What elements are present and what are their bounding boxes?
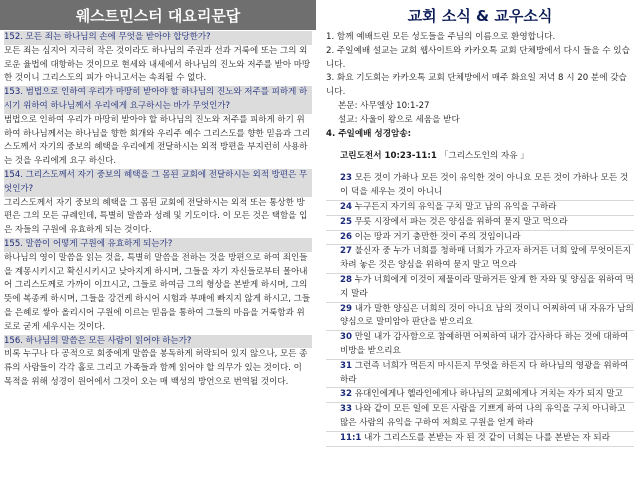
catechism-answer: 하나님의 영이 말씀을 읽는 것을, 특별히 말씀을 전하는 것을 방편으로 하여 죄인들을 계몽시키시고 확신시키시고 낮아지게 하시며, 그들을 자기 자신들로부터 몰아내어 그리스도께로 가까이 이끄시고, 그들로 하여금 그의 형상을 본받게 하시며, 그의 뜻에 복종케 하시며, 그들을 강건케 하시어 시험과 부패에 빠지지 않게 하시고, 그들을 은혜로 쌓아 올리시어 구원에 이르는 믿음을 통하여 그들의 마음을 거룩함과 위로로 굳게 세우시는 것이다. (4, 252, 311, 332)
verse-text: 누구든지 자기의 유익을 구치 말고 남의 유익을 구하라 (354, 201, 557, 212)
verse-number: 25 (340, 216, 352, 227)
sermon-title: 설교: 사울이 왕으로 세움을 받다 (338, 114, 460, 125)
verse-line (326, 201, 634, 216)
news-item: 3. 화요 기도회는 카카오톡 교회 단체방에서 매주 화요일 저녁 8 시 20 분에 갖습니다. (326, 73, 627, 98)
catechism-entry (4, 169, 312, 238)
catechism-column (0, 0, 316, 495)
verse-line (326, 231, 634, 246)
catechism-question: 156. 하나님의 말씀은 모든 사람이 읽어야 하는가? (4, 335, 312, 349)
verse-line (326, 388, 634, 403)
verse-line (326, 403, 634, 432)
verse-text: 유대인에게나 헬라인에게나 하나님의 교회에게나 거치는 자가 되지 말고 (354, 389, 623, 400)
catechism-answer: 범법으로 인하여 우리가 마땅히 받아야 할 하나님의 진노와 저주를 피하게 하기 위하여 하나님께서는 하나님을 향한 회개와 우리주 예수 그리스도를 향한 믿음과 그리스도께서 자기의 중보의 혜택을 우리에게 전달하시는 외적 방편을 부지런히 사용하는 것을 우리에게 요구 하신다. (4, 114, 311, 167)
church-news-column (322, 0, 638, 495)
passage-title: 「그리스도인의 자유 」 (439, 150, 529, 161)
church-news-body (322, 30, 638, 447)
catechism-question: 154. 그리스도께서 자기 중보의 혜택을 그 몸된 교회에 전달하시는 외적 방편은 무엇인가? (4, 169, 312, 197)
verse-line (326, 245, 634, 274)
verse-number: 30 (340, 332, 352, 343)
verse-line (326, 360, 634, 389)
catechism-entry (4, 86, 312, 169)
catechism-entry (4, 238, 312, 335)
catechism-question: 152. 모든 죄는 하나님의 손에 무엇을 받아야 합당한가? (4, 31, 312, 45)
church-news-title: 교회 소식 & 교우소식 (322, 0, 638, 30)
verse-text: 무릇 시장에서 파는 것은 양심을 위하여 묻지 말고 먹으라 (354, 216, 568, 227)
catechism-entry (4, 31, 312, 86)
verse-number: 27 (340, 246, 352, 257)
passage-heading (326, 150, 634, 164)
catechism-answer: 그리스도께서 자기 중보의 혜택을 그 몸된 교회에 전달하시는 외적 또는 통상한 방편은 그의 모든 규례인데, 특별히 말씀과 성례 및 기도이다. 이 모든 것은 택함을 입은 자들의 구원에 유효하게 되는 것이다. (4, 197, 308, 236)
verse-line (326, 172, 634, 201)
verse-text: 모든 것이 가하나 모든 것이 유익한 것이 아니요 모든 것이 가하나 모든 것이 덕을 세우는 것이 아니니 (340, 173, 629, 198)
news-item: 2. 주일예배 설교는 교회 웹사이트와 카카오톡 교회 단체방에서 다시 들을 수 있습니다. (326, 45, 630, 70)
sermon-text: 본문: 사무엘상 10:1-27 (338, 100, 430, 111)
verse-text: 내가 그리스도를 본받는 자 된 것 같이 너희는 나를 본받는 자 되라 (364, 432, 611, 443)
verse-line (326, 432, 634, 447)
news-item: 1. 함께 예배드린 모든 성도들을 주님의 이름으로 환영합니다. (326, 32, 556, 42)
catechism-question: 153. 범법으로 인하여 우리가 마땅히 받아야 할 하나님의 진노와 저주를 피하게 하시기 위하여 하나님께서 우리에게 요구하시는 바가 무엇인가? (4, 86, 312, 114)
catechism-title: 웨스트민스터 대요리문답 (0, 0, 316, 30)
verse-number: 32 (340, 389, 352, 400)
catechism-entry (4, 335, 312, 390)
verse-number: 33 (340, 404, 352, 415)
catechism-answer: 비록 누구나 다 공적으로 회중에게 말씀을 봉독하게 허락되어 있지 않으나, 모든 종류의 사람들이 각각 홀로 그리고 가족들과 함께 읽어야 할 의무가 있는 것이다. 이 목적을 위해 성경이 원어에서 그것이 오는 매 백성의 방언으로 번역될 것이다. (4, 349, 308, 387)
verse-number: 26 (340, 231, 352, 242)
passage-reference: 고린도전서 10:23-11:1 (340, 150, 437, 161)
verse-line (326, 331, 634, 360)
verse-text: 만일 내가 감사함으로 참예하면 어찌하여 내가 감사하다 하는 것에 대하여 비방을 받으리요 (340, 332, 629, 356)
verse-text: 불신자 중 누가 너희를 청하매 너희가 가고자 하거든 너희 앞에 무엇이든지 차려 놓은 것은 양심을 위하여 묻지 말고 먹으라 (340, 246, 632, 271)
verse-line (326, 303, 634, 332)
verse-number: 31 (340, 360, 352, 371)
verse-line (326, 216, 634, 231)
verse-text: 내가 말한 양심은 너희의 것이 아니요 남의 것이니 어찌하여 내 자유가 남의 양심으로 말미암아 판단을 받으리요 (340, 303, 634, 328)
verse-text: 이는 땅과 거기 충만한 것이 주의 것임이니라 (354, 231, 521, 242)
catechism-body (0, 30, 316, 390)
verse-text: 누가 너희에게 이것이 제물이라 말하거든 알게 한 자와 및 양심을 위하여 먹지 말라 (340, 274, 634, 299)
verse-number: 24 (340, 201, 352, 212)
verse-number: 29 (340, 303, 352, 314)
verse-text: 나와 같이 모든 일에 모든 사람을 기쁘게 하여 나의 유익을 구치 아니하고 많은 사람의 유익을 구하여 저희로 구원을 얻게 하라 (340, 404, 626, 428)
catechism-answer: 모든 죄는 심지어 지극히 작은 것이라도 하나님의 주권과 선과 거룩에 또는 그의 외로운 율법에 대항하는 것이므로 현세와 내세에서 하나님의 진노와 저주를 받아 마땅한 것이니 그리스도의 피가 아니고서는 속죄될 수 없다. (4, 45, 311, 84)
verse-text: 그런즉 너희가 먹든지 마시든지 무엇을 하든지 다 하나님의 영광을 위하여 하라 (340, 360, 629, 385)
verse-line (326, 274, 634, 303)
catechism-question: 155. 말씀이 어떻게 구원에 유효하게 되는가? (4, 238, 312, 252)
verse-number: 11:1 (340, 432, 362, 443)
verse-number: 28 (340, 274, 352, 285)
verse-number: 23 (340, 173, 352, 184)
reading-header: 4. 주일예배 성경암송: (326, 128, 412, 139)
